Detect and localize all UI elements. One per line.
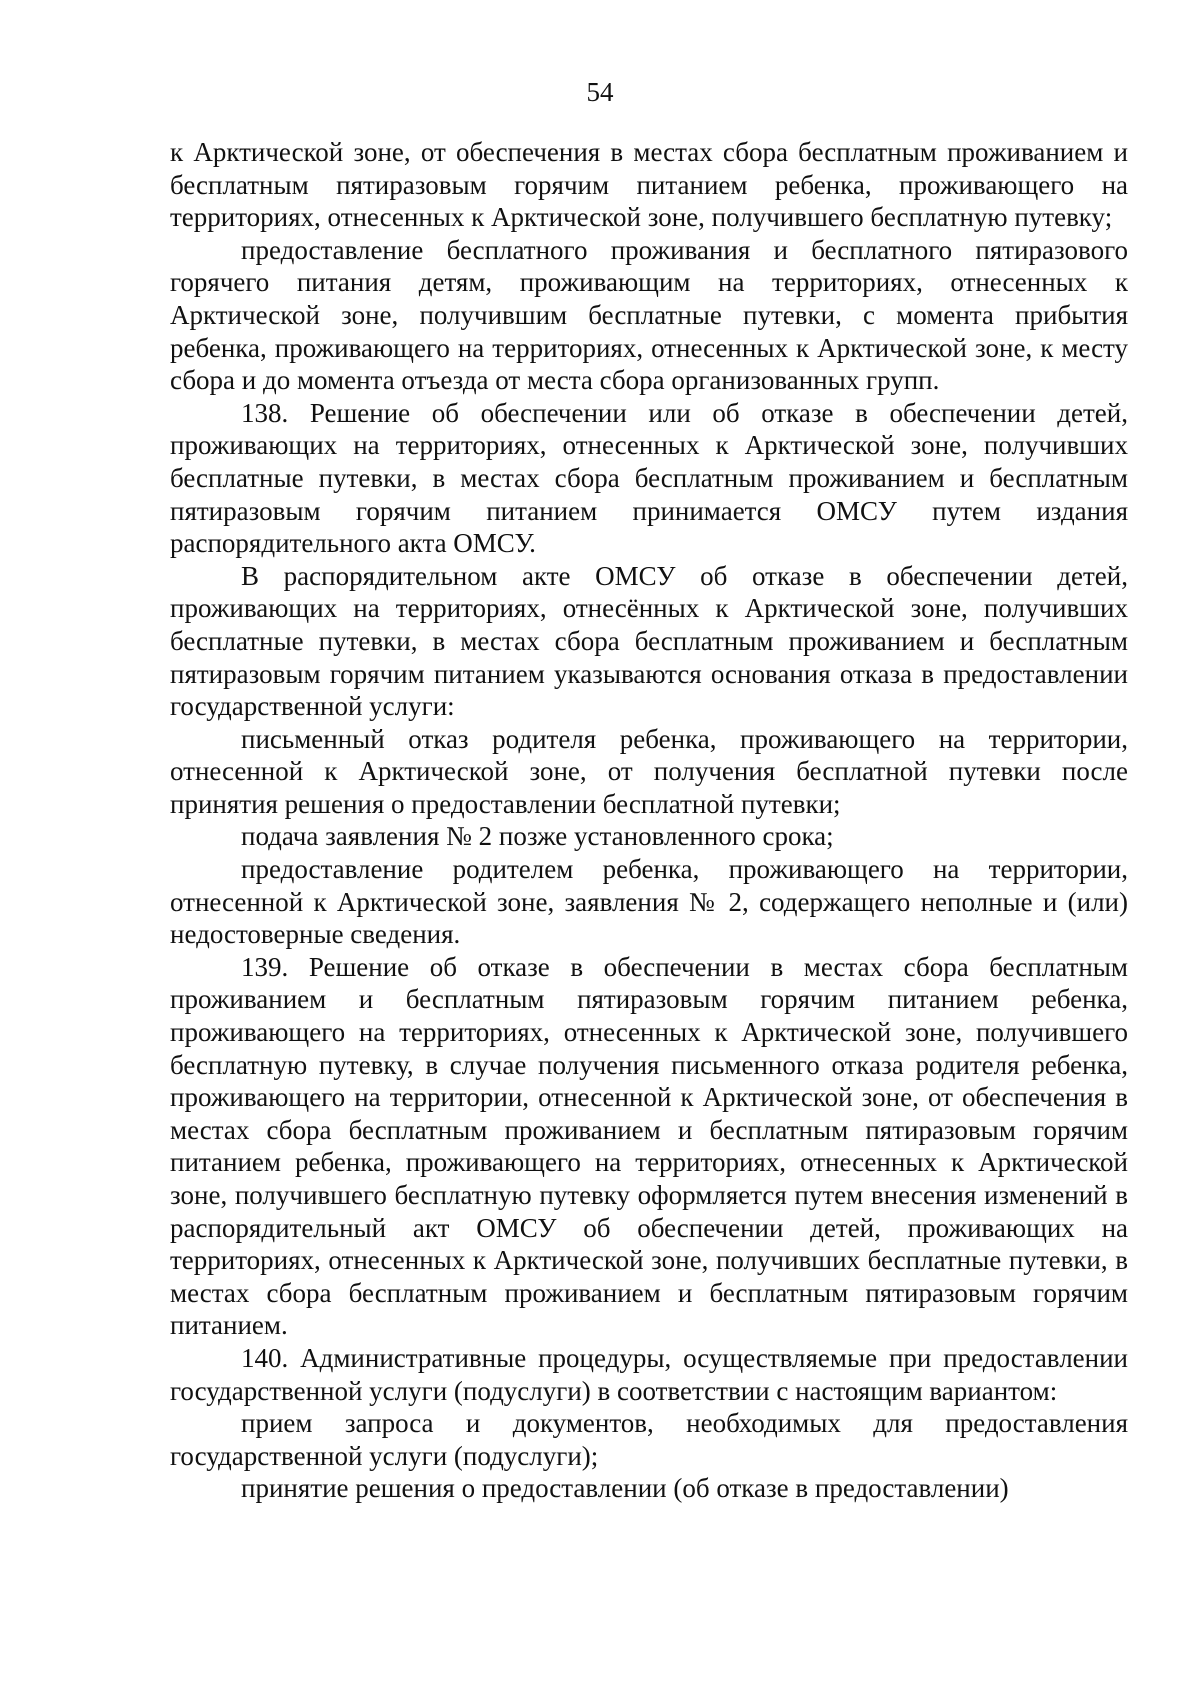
paragraph: предоставление бесплатного проживания и бесплатного пятиразового горячего питания детям, проживающим на территориях, отнесенных к Арктической зоне, получившим бесплатные путевки, с момента прибытия ребенка, проживающего на территориях, отнесенных к Арктической зоне, к месту сбора и до момента отъезда от места сбора организованных групп.	[170, 234, 1128, 396]
paragraph-item-139: 139. Решение об отказе в обеспечении в местах сбора бесплатным проживанием и бесплатным пятиразовым горячим питанием ребенка, проживающего на территориях, отнесенных к Арктической зоне, получившего бесплатную путевку, в случае получения письменного отказа родителя ребенка, проживающего на территории, отнесенной к Арктической зоне, от обеспечения в местах сбора бесплатным проживанием и бесплатным пятиразовым горячим питанием ребенка, проживающего на территориях, отнесенных к Арктической зоне, получившего бесплатную путевку оформляется путем внесения изменений в распорядительный акт ОМСУ об обеспечении детей, проживающих на территориях, отнесенных к Арктической зоне, получивших бесплатные путевки, в местах сбора бесплатным проживанием и бесплатным пятиразовым горячим питанием.	[170, 951, 1128, 1341]
document-body	[170, 136, 1128, 1505]
paragraph: В распорядительном акте ОМСУ об отказе в обеспечении детей, проживающих на территориях, отнесённых к Арктической зоне, получивших бесплатные путевки, в местах сбора бесплатным проживанием и бесплатным пятиразовым горячим питанием указываются основания отказа в предоставлении государственной услуги:	[170, 560, 1128, 722]
page-number: 54	[586, 77, 614, 107]
paragraph-item-138: 138. Решение об обеспечении или об отказе в обеспечении детей, проживающих на территориях, отнесенных к Арктической зоне, получивших бесплатные путевки, в местах сбора бесплатным проживанием и бесплатным пятиразовым горячим питанием принимается ОМСУ путем издания распорядительного акта ОМСУ.	[170, 397, 1128, 559]
list-item: принятие решения о предоставлении (об отказе в предоставлении)	[241, 1473, 1009, 1504]
paragraph-item-140: 140. Административные процедуры, осуществляемые при предоставлении государственной услуги (подуслуги) в соответствии с настоящим вариантом:	[170, 1342, 1128, 1406]
list-item: прием запроса и документов, необходимых для предоставления государственной услуги (подуслуги);	[170, 1408, 1128, 1471]
list-item: письменный отказ родителя ребенка, проживающего на территории, отнесенной к Арктической зоне, от получения бесплатной путевки после принятия решения о предоставлении бесплатной путевки;	[170, 723, 1128, 819]
list-item: подача заявления № 2 позже установленного срока;	[241, 821, 834, 852]
paragraph: к Арктической зоне, от обеспечения в местах сбора бесплатным проживанием и бесплатным пятиразовым горячим питанием ребенка, проживающего на территориях, отнесенных к Арктической зоне, получившего бесплатную путевку;	[170, 137, 1128, 233]
list-item: предоставление родителем ребенка, проживающего на территории, отнесенной к Арктической зоне, заявления № 2, содержащего неполные и (или) недостоверные сведения.	[170, 854, 1128, 950]
